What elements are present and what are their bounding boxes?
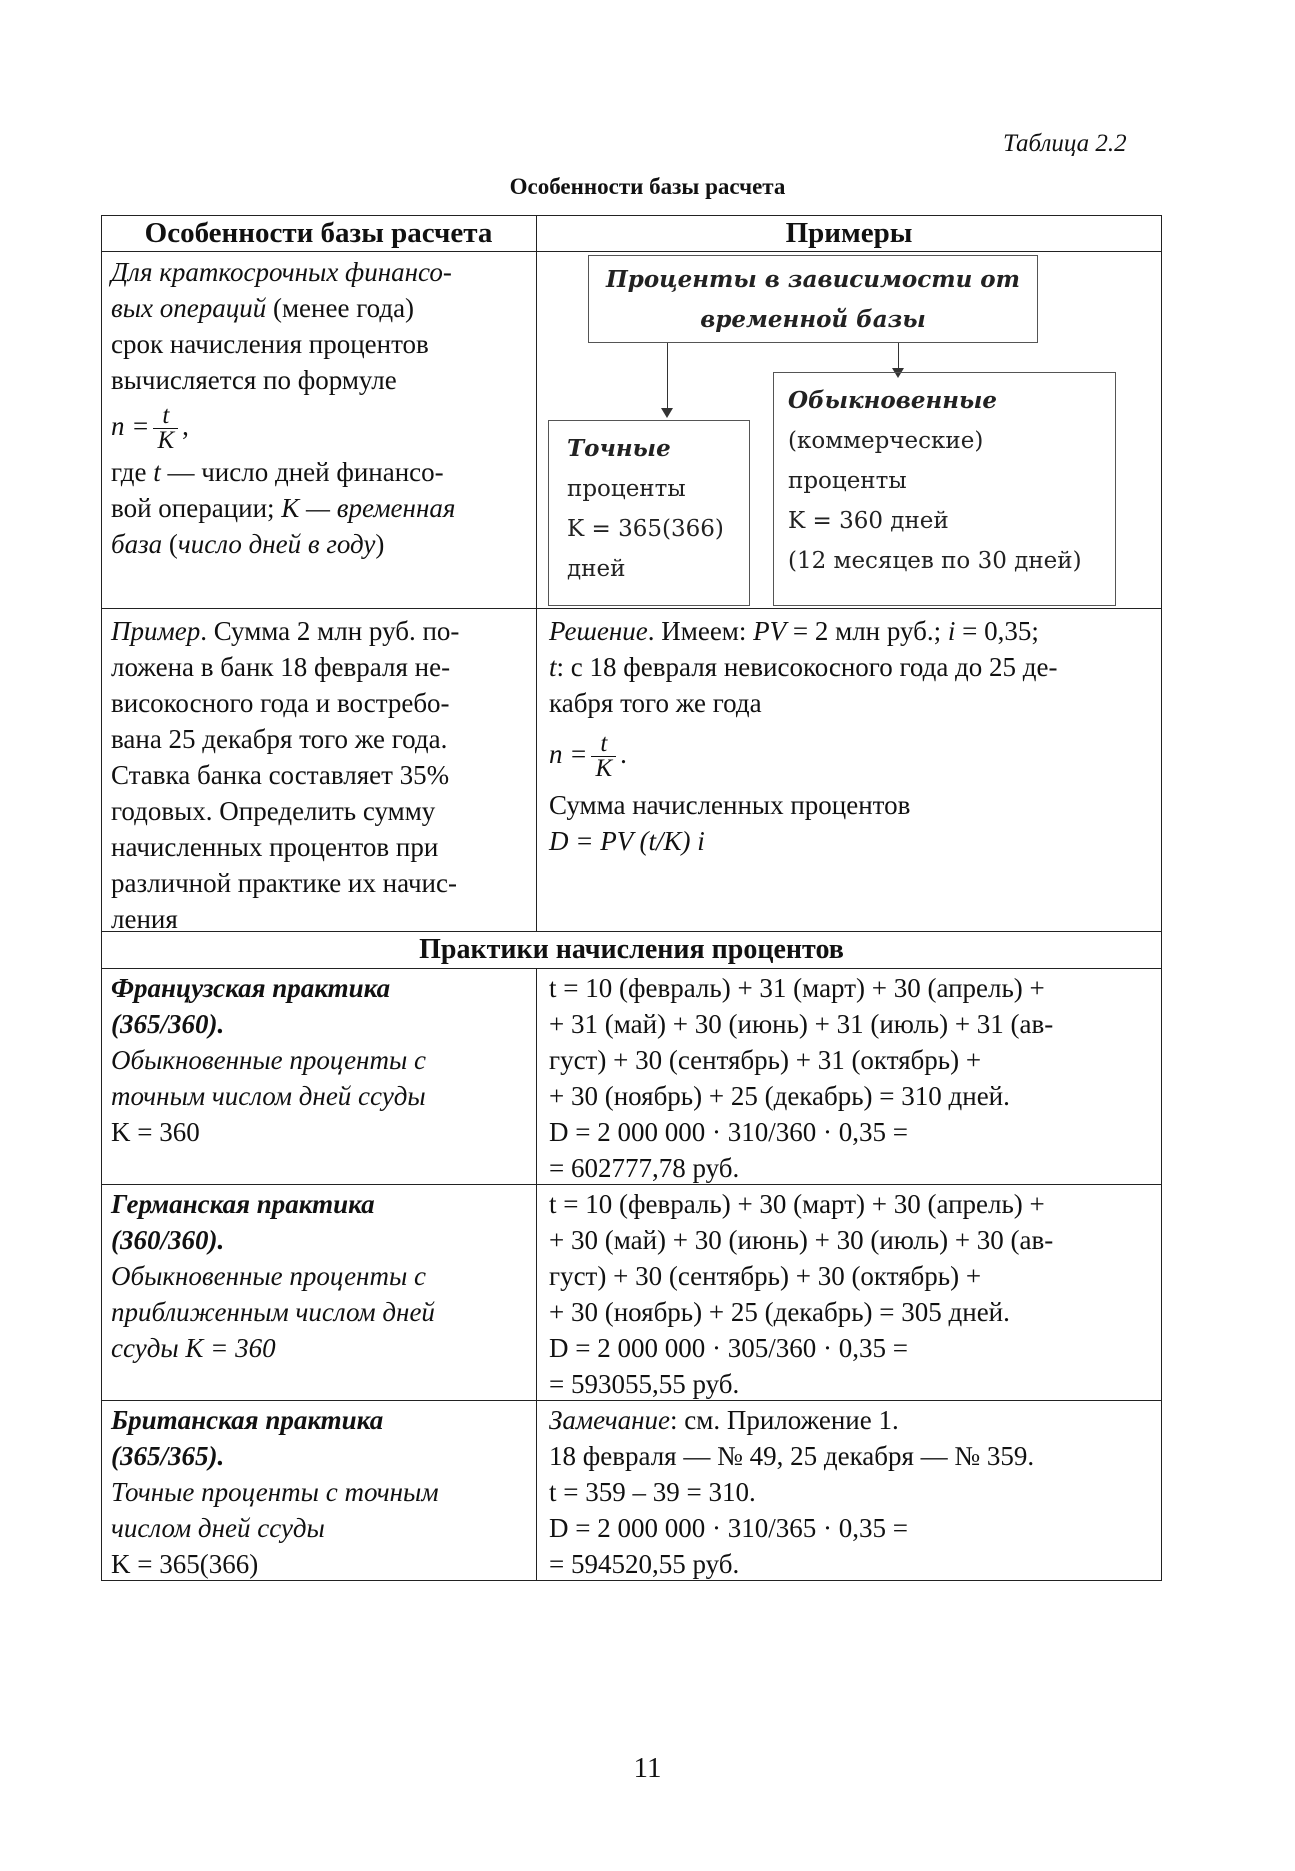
row2-right-cell <box>549 613 1058 859</box>
text: (360/360). <box>111 1225 225 1255</box>
text: D = 2 000 000 · 305/360 · 0,35 = <box>549 1333 908 1363</box>
text: високосного года и востребо- <box>111 688 450 718</box>
german-right-cell <box>549 1186 1053 1402</box>
text: ложена в банк 18 февраля не- <box>111 652 451 682</box>
formula-lhs: n = <box>111 411 150 441</box>
arrow-down-icon <box>661 408 673 418</box>
text: Германская практика <box>111 1189 375 1219</box>
text: PV <box>753 616 787 646</box>
text: Решение <box>549 616 648 646</box>
text: кабря того же года <box>549 688 762 718</box>
text: + 30 (ноябрь) + 25 (декабрь) = 305 дней. <box>549 1297 1010 1327</box>
text: Точные проценты с точным <box>111 1477 439 1507</box>
text: (менее года) <box>266 293 415 323</box>
french-right-cell <box>549 970 1053 1186</box>
text: K = 360 дней <box>788 508 949 534</box>
text: ) <box>375 529 385 559</box>
text: ссуды K = 360 <box>111 1333 276 1363</box>
text: вана 25 декабря того же года. <box>111 724 448 754</box>
text: K = 365(366) <box>111 1549 259 1579</box>
table-border-top <box>101 215 1162 216</box>
column-divider-upper <box>536 215 537 932</box>
text: + 30 (май) + 30 (июнь) + 30 (июль) + 30 (ав- <box>549 1225 1054 1255</box>
british-right-cell <box>549 1402 1034 1582</box>
text: вых операций <box>111 293 267 323</box>
row2-left-cell <box>111 613 459 937</box>
diagram-exact-box <box>548 420 750 606</box>
text: K = 360 <box>111 1117 200 1147</box>
text: t = 10 (февраль) + 31 (март) + 30 (апрель) + <box>549 973 1045 1003</box>
header-examples: Примеры <box>785 217 913 249</box>
text: срок начисления процентов <box>111 329 429 359</box>
text: Ставка банка составляет 35% <box>111 760 450 790</box>
text: числом дней ссуды <box>111 1513 325 1543</box>
table-label: Таблица 2.2 <box>1003 130 1127 157</box>
text: вой операции; <box>111 493 282 523</box>
text: число дней в году <box>177 529 376 559</box>
text: — число дней финансо- <box>160 457 444 487</box>
fraction-num: t <box>153 404 178 429</box>
text: Британская практика <box>111 1405 384 1435</box>
text: Обыкновенные проценты с <box>111 1261 426 1291</box>
table-border-right <box>1161 215 1162 1581</box>
text: = 0,35; <box>955 616 1039 646</box>
text: годовых. Определить сумму <box>111 796 436 826</box>
german-left-cell <box>111 1186 435 1366</box>
text: , <box>182 411 189 441</box>
text: дней <box>567 556 626 582</box>
row-divider-1 <box>101 608 1162 609</box>
fraction <box>153 404 178 453</box>
text: точным числом дней ссуды <box>111 1081 426 1111</box>
fraction-num: t <box>591 732 616 757</box>
text: . Имеем: <box>647 616 754 646</box>
arrow-line-ordinary <box>898 343 899 369</box>
text: приближенным числом дней <box>111 1297 435 1327</box>
formula-n <box>111 398 455 454</box>
fraction-den: K <box>157 427 175 455</box>
french-left-cell <box>111 970 426 1150</box>
fraction-den: K <box>595 755 613 783</box>
text: Для краткосрочных финансо- <box>111 257 452 287</box>
text: Точные <box>567 435 671 462</box>
text: t = 359 – 39 = 310. <box>549 1477 756 1507</box>
text: (365/360). <box>111 1009 225 1039</box>
text: база <box>111 529 163 559</box>
text: : см. Приложение 1. <box>670 1405 899 1435</box>
text: . <box>620 739 627 769</box>
header-features: Особенности базы расчета <box>144 217 493 249</box>
text: (коммерческие) <box>788 428 984 454</box>
text: временной базы <box>700 306 926 333</box>
text: (365/365). <box>111 1441 225 1471</box>
text: Замечание <box>549 1405 670 1435</box>
text: K — временная <box>281 493 456 523</box>
diagram-root-box <box>588 255 1038 343</box>
header-divider <box>101 251 1162 252</box>
text: i <box>947 616 956 646</box>
section-header: Практики начисления процентов <box>419 934 844 965</box>
british-left-cell <box>111 1402 439 1582</box>
text: начисленных процентов при <box>111 832 439 862</box>
table-title: Особенности базы расчета <box>509 174 786 199</box>
column-divider-lower <box>536 968 537 1581</box>
text: + 31 (май) + 30 (июнь) + 31 (июль) + 31 (ав- <box>549 1009 1054 1039</box>
text: проценты <box>567 476 686 502</box>
diagram-ordinary-box <box>773 372 1116 606</box>
arrow-line-exact <box>667 343 668 409</box>
text: = 602777,78 руб. <box>549 1153 740 1183</box>
text: густ) + 30 (сентябрь) + 31 (октябрь) + <box>549 1045 982 1075</box>
table-border-left <box>101 215 102 1581</box>
text: различной практике их начис- <box>111 868 457 898</box>
text: D = 2 000 000 · 310/360 · 0,35 = <box>549 1117 908 1147</box>
text: Пример <box>111 616 201 646</box>
text: = 2 млн руб.; <box>786 616 948 646</box>
fraction <box>591 732 616 781</box>
text: 18 февраля — № 49, 25 декабря — № 359. <box>549 1441 1035 1471</box>
formula-d: D = PV (t/K) i <box>549 826 705 856</box>
text: t <box>549 652 557 682</box>
text: = 594520,55 руб. <box>549 1549 740 1579</box>
text: = 593055,55 руб. <box>549 1369 740 1399</box>
text: : с 18 февраля невисокосного года до 25 де- <box>556 652 1058 682</box>
text: . Сумма 2 млн руб. по- <box>200 616 460 646</box>
text: K = 365(366) <box>567 516 724 542</box>
formula-n-solution <box>549 721 1058 787</box>
formula-lhs: n = <box>549 739 588 769</box>
section-divider <box>101 968 1162 969</box>
text: Обыкновенные проценты с <box>111 1045 426 1075</box>
text: D = 2 000 000 · 310/365 · 0,35 = <box>549 1513 908 1543</box>
text: проценты <box>788 468 907 494</box>
text: (12 месяцев по 30 дней) <box>788 548 1082 574</box>
text: Французская практика <box>111 973 391 1003</box>
text: t = 10 (февраль) + 30 (март) + 30 (апрель) + <box>549 1189 1045 1219</box>
text: густ) + 30 (сентябрь) + 30 (октябрь) + <box>549 1261 982 1291</box>
text: ( <box>162 529 178 559</box>
page-number: 11 <box>633 1752 662 1784</box>
text: Обыкновенные <box>788 387 998 414</box>
text: Проценты в зависимости от <box>606 266 1020 293</box>
text: t <box>153 457 161 487</box>
text: Сумма начисленных процентов <box>549 790 911 820</box>
text: вычисляется по формуле <box>111 365 397 395</box>
text: где <box>111 457 154 487</box>
text: ления <box>111 904 178 934</box>
text: + 30 (ноябрь) + 25 (декабрь) = 310 дней. <box>549 1081 1010 1111</box>
row1-left-cell <box>111 254 455 562</box>
